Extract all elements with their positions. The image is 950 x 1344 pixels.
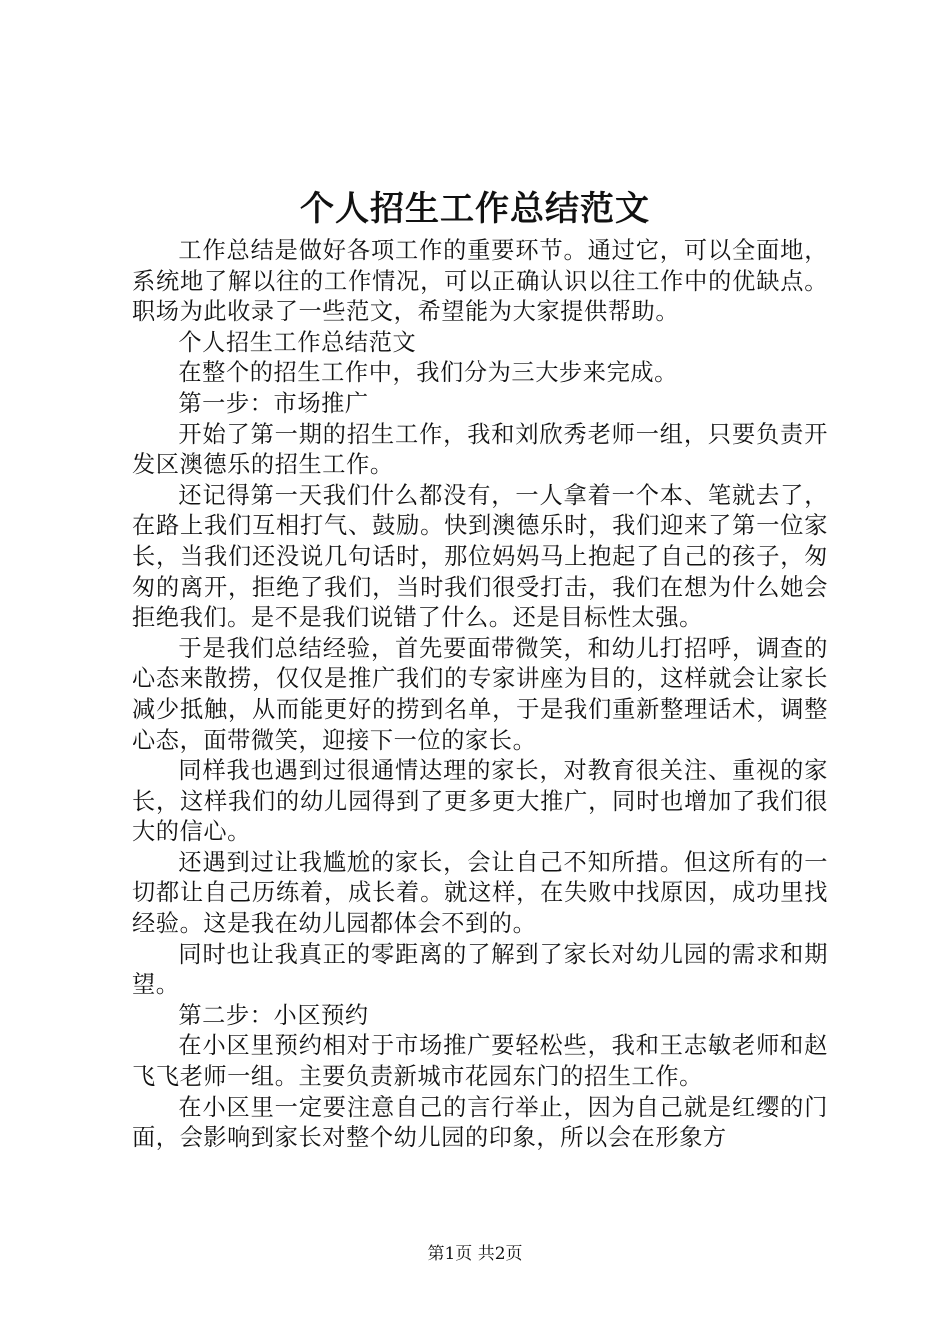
section-heading-step-two: 第二步：小区预约 [178,1001,369,1029]
paragraph: 还遇到过让我尴尬的家长，会让自己不知所措。但这所有的一切都让自己历练着，成长着。就这样，在失败中找原因，成功里找经验。这是我在幼儿园都体会不到的。 [132,848,828,938]
paragraph: 在整个的招生工作中，我们分为三大步来完成。 [178,359,678,387]
document-body [132,236,828,1154]
paragraph: 同时也让我真正的零距离的了解到了家长对幼儿园的需求和期望。 [132,940,828,999]
paragraph: 还记得第一天我们什么都没有，一人拿着一个本、笔就去了，在路上我们互相打气、鼓励。快到澳德乐时，我们迎来了第一位家长，当我们还没说几句话时，那位妈妈马上抱起了自己的孩子，匆匆的离开，拒绝了我们，当时我们很受打击，我们在想为什么她会拒绝我们。是不是我们说错了什么。还是目标性太强。 [132,481,828,632]
document-title: 个人招生工作总结范文 [300,189,650,229]
paragraph: 开始了第一期的招生工作，我和刘欣秀老师一组，只要负责开发区澳德乐的招生工作。 [132,420,828,479]
paragraph: 在小区里预约相对于市场推广要轻松些，我和王志敏老师和赵飞飞老师一组。主要负责新城市花园东门的招生工作。 [132,1032,828,1091]
paragraph: 在小区里一定要注意自己的言行举止，因为自己就是红缨的门面，会影响到家长对整个幼儿园的印象，所以会在形象方 [132,1093,828,1152]
paragraph-intro: 工作总结是做好各项工作的重要环节。通过它，可以全面地，系统地了解以往的工作情况，可以正确认识以往工作中的优缺点。职场为此收录了一些范文，希望能为大家提供帮助。 [132,237,828,326]
section-heading-step-one: 第一步：市场推广 [178,389,369,417]
paragraph: 于是我们总结经验，首先要面带微笑，和幼儿打招呼，调查的心态来散捞，仅仅是推广我们的专家讲座为目的，这样就会让家长减少抵触，从而能更好的捞到名单，于是我们重新整理话术，调整心态，面带微笑，迎接下一位的家长。 [132,634,828,754]
page-footer: 第1页 共2页 [427,1244,523,1264]
paragraph: 同样我也遇到过很通情达理的家长，对教育很关注、重视的家长，这样我们的幼儿园得到了更多更大推广，同时也增加了我们很大的信心。 [132,757,828,846]
paragraph-subtitle: 个人招生工作总结范文 [178,328,417,356]
